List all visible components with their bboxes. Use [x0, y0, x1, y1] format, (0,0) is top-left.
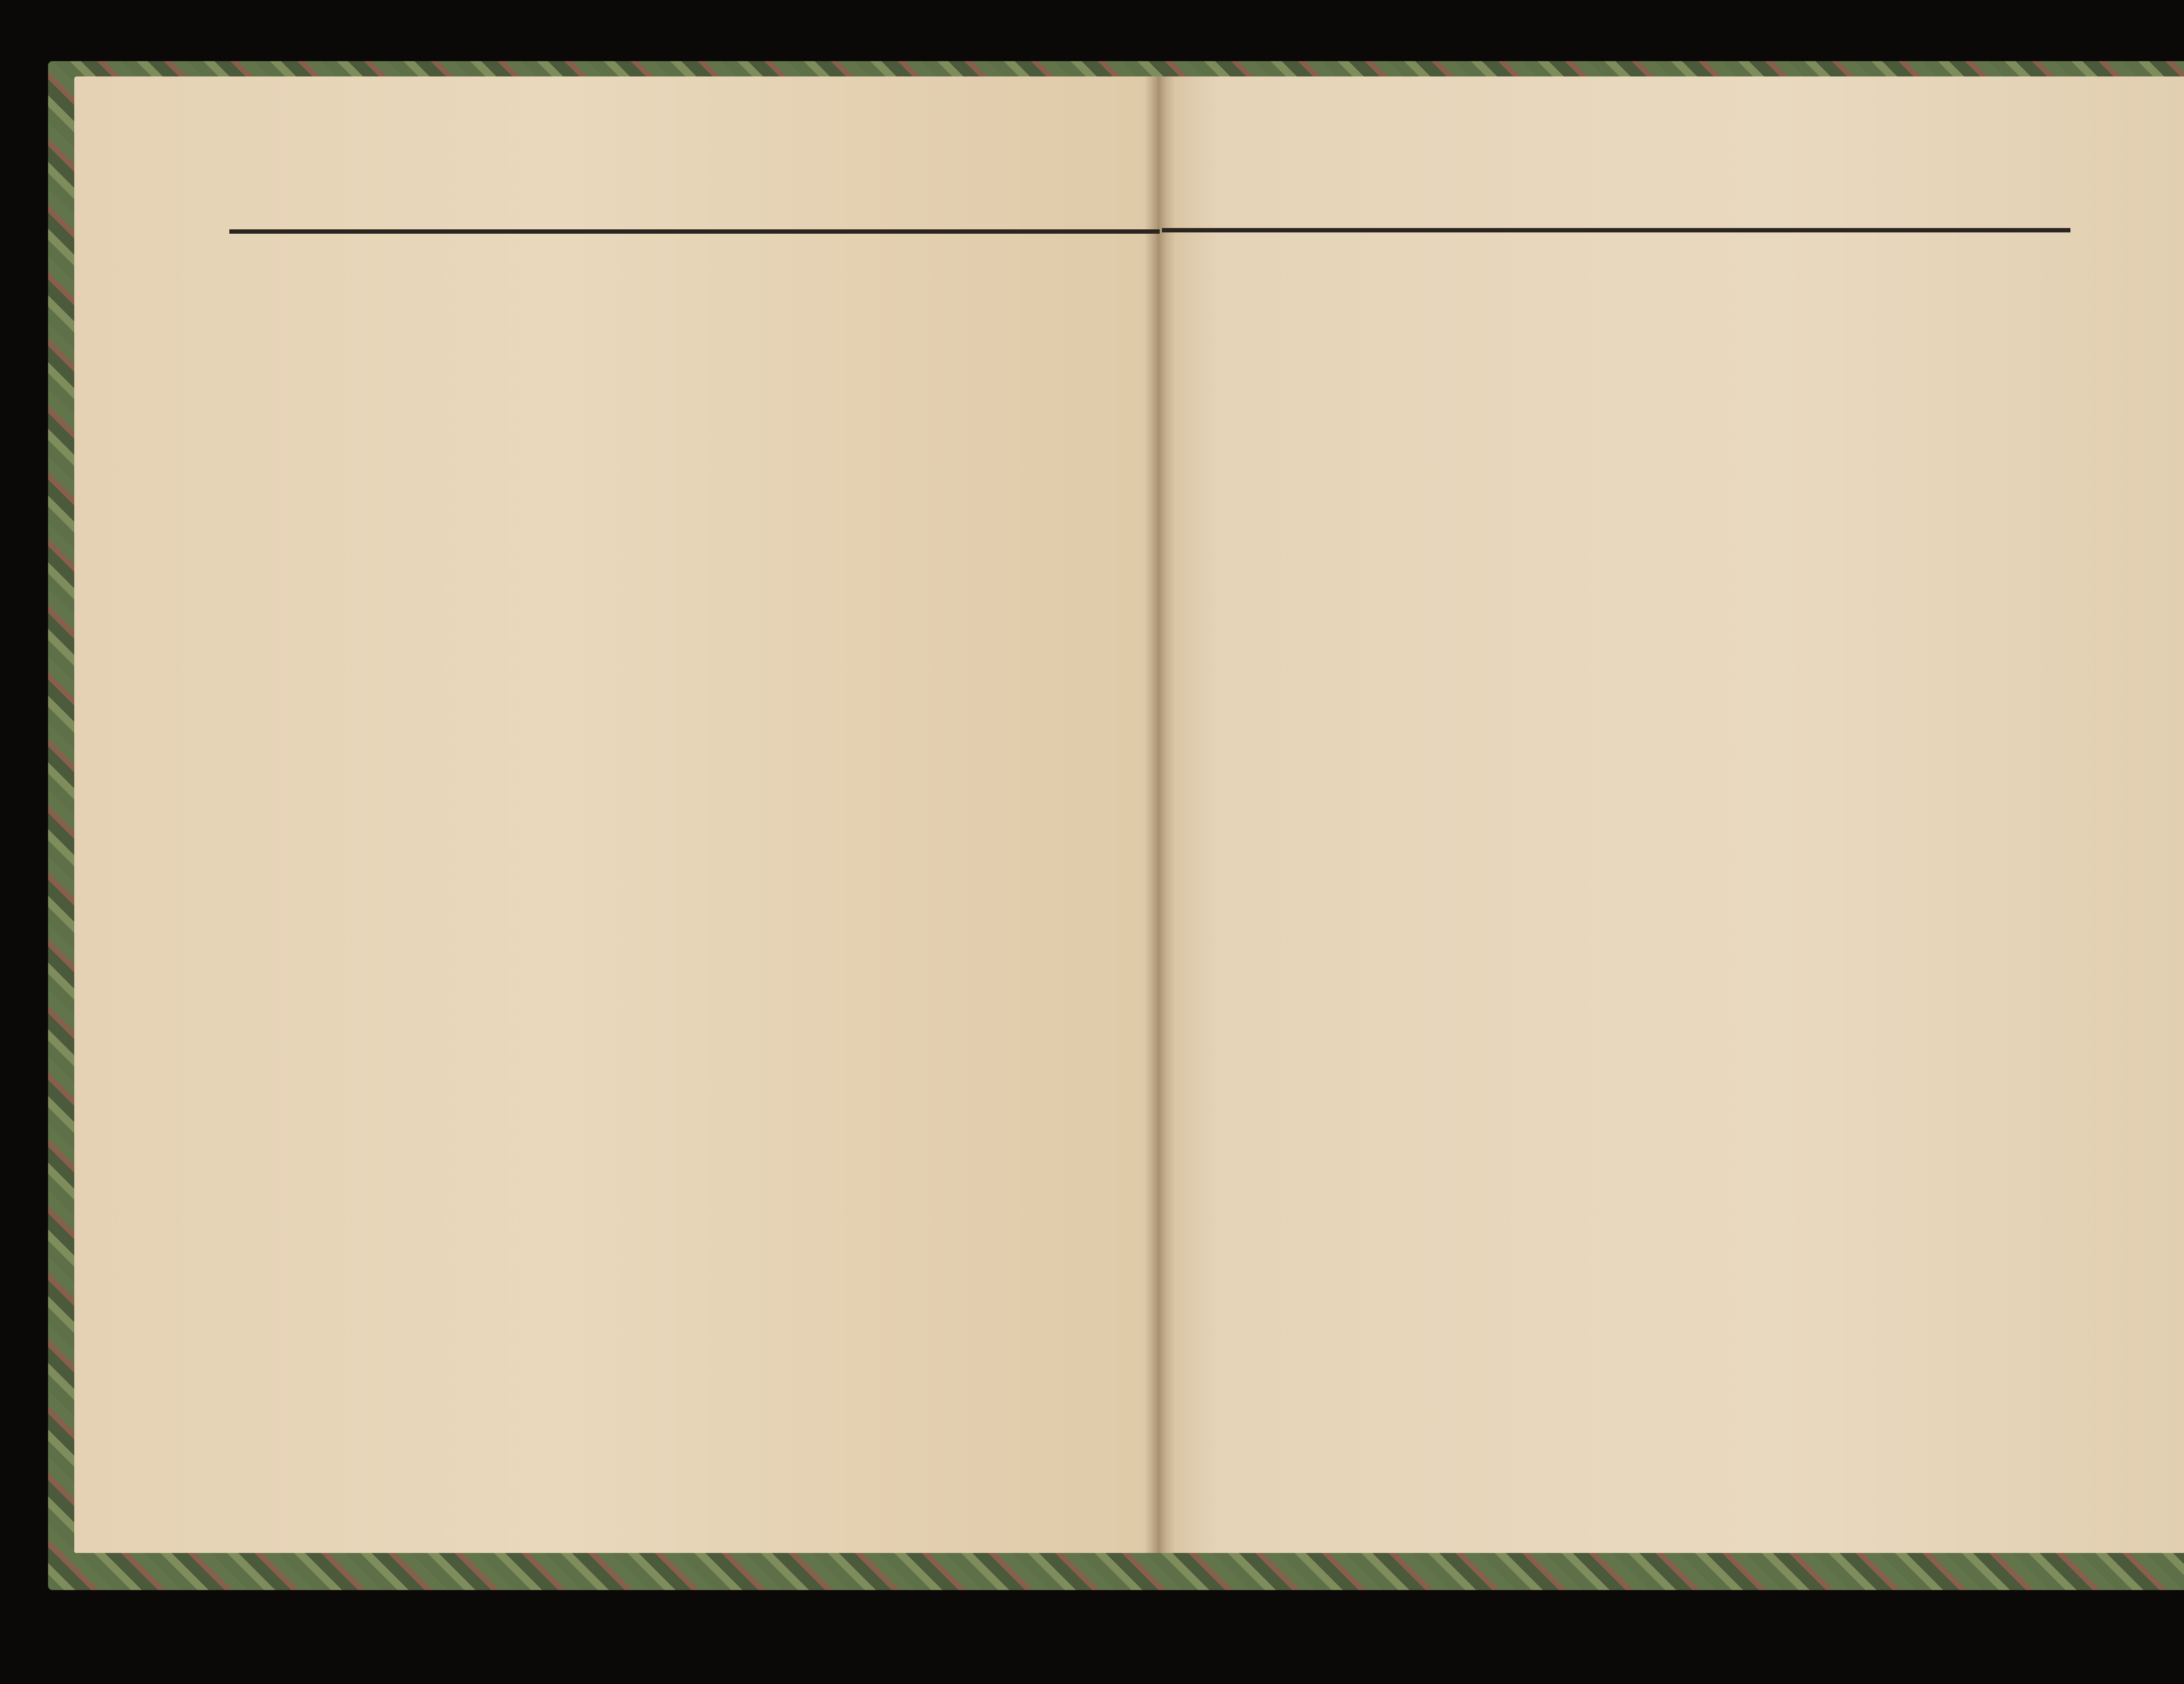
- top-rule-right: [1162, 228, 2070, 232]
- book-gutter: [1144, 76, 1175, 1553]
- top-rule-left: [229, 229, 1160, 234]
- right-page: [1158, 76, 2184, 1553]
- left-page: [74, 76, 1158, 1553]
